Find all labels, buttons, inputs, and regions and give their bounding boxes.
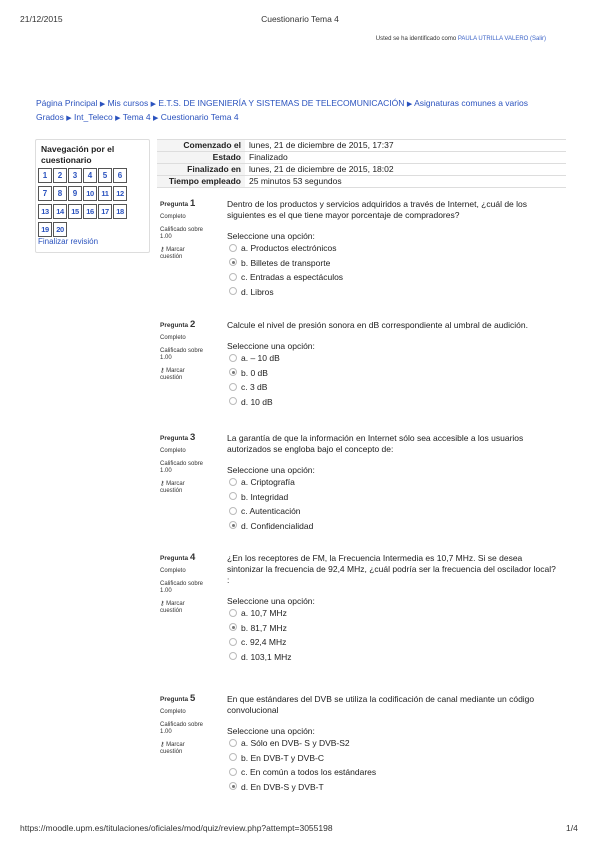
print-page-number: 1/4 xyxy=(566,823,578,833)
nav-question-button[interactable]: 8 xyxy=(53,186,67,201)
radio-icon[interactable] xyxy=(229,652,237,660)
radio-icon[interactable] xyxy=(229,273,237,281)
answer-option-label: d. Confidencialidad xyxy=(241,520,314,531)
breadcrumb-my-courses[interactable]: Mis cursos xyxy=(107,98,149,108)
question-number: Pregunta 2 xyxy=(160,319,196,330)
breadcrumb-separator-icon: ▶ xyxy=(115,115,121,122)
breadcrumb-quiz[interactable]: Cuestionario Tema 4 xyxy=(160,112,239,122)
flag-icon: ⚷ xyxy=(160,481,165,487)
breadcrumb-separator-icon: ▶ xyxy=(406,101,413,108)
answer-option[interactable] xyxy=(229,381,267,393)
answer-option-label: d. 10 dB xyxy=(241,396,273,407)
answer-option[interactable] xyxy=(229,396,273,408)
radio-icon[interactable] xyxy=(229,258,237,266)
login-prefix: Usted se ha identificado como xyxy=(375,36,457,42)
answer-prompt: Seleccione una opción: xyxy=(227,465,315,475)
question-grade: Calificado sobre 1.00 xyxy=(160,461,204,474)
answer-option-label: b. 81,7 MHz xyxy=(241,622,287,633)
breadcrumb-category[interactable]: Asignaturas comunes a varios Grados xyxy=(36,98,528,122)
answer-option[interactable] xyxy=(229,352,280,364)
radio-icon[interactable] xyxy=(229,609,237,617)
question-text: Calcule el nivel de presión sonora en dB correspondiente al umbral de audición. xyxy=(227,320,528,330)
logout-link[interactable]: (Salir) xyxy=(530,36,546,42)
question-state: Completo xyxy=(160,448,186,454)
finish-review-link[interactable]: Finalizar revisión xyxy=(38,237,99,246)
answer-option[interactable] xyxy=(229,476,295,488)
breadcrumb-course[interactable]: Int_Teleco xyxy=(74,112,113,122)
answer-option[interactable] xyxy=(229,607,287,619)
radio-icon[interactable] xyxy=(229,623,237,631)
nav-question-button[interactable]: 5 xyxy=(98,168,112,183)
radio-icon[interactable] xyxy=(229,739,237,747)
answer-option-label: d. 103,1 MHz xyxy=(241,651,292,662)
flag-question-toggle[interactable]: ⚷ Marcar cuestión xyxy=(160,742,185,755)
question-grade: Calificado sobre 1.00 xyxy=(160,227,204,240)
answer-prompt: Seleccione una opción: xyxy=(227,231,315,241)
answer-option[interactable] xyxy=(229,636,286,648)
summary-row: Finalizado en lunes, 21 de diciembre de 2015, 18:02 xyxy=(157,164,566,176)
flag-question-toggle[interactable]: ⚷ Marcar cuestión xyxy=(160,368,185,381)
radio-icon[interactable] xyxy=(229,782,237,790)
nav-question-button[interactable]: 11 xyxy=(98,186,112,201)
nav-question-button[interactable]: 4 xyxy=(83,168,97,183)
question-info xyxy=(160,434,222,495)
answer-option-label: c. 92,4 MHz xyxy=(241,637,287,647)
answer-option[interactable] xyxy=(229,651,292,663)
flag-icon: ⚷ xyxy=(160,742,165,748)
question-grade: Calificado sobre 1.00 xyxy=(160,348,204,361)
nav-question-button[interactable]: 15 xyxy=(68,204,82,219)
answer-option[interactable] xyxy=(229,622,287,634)
answer-option-label: d. En DVB-S y DVB-T xyxy=(241,781,324,792)
print-url: https://moodle.upm.es/titulaciones/oficiales/mod/quiz/review.php?attempt=3055198 xyxy=(20,823,333,833)
print-title: Cuestionario Tema 4 xyxy=(261,14,339,24)
question-number: Pregunta 5 xyxy=(160,693,196,704)
question-state: Completo xyxy=(160,709,186,715)
question-state: Completo xyxy=(160,335,186,341)
answer-prompt: Seleccione una opción: xyxy=(227,341,315,351)
print-date: 21/12/2015 xyxy=(20,14,63,24)
radio-icon[interactable] xyxy=(229,507,237,515)
answer-option-label: a. 10,7 MHz xyxy=(241,608,287,618)
question-number: Pregunta 1 xyxy=(160,198,196,209)
answer-option-label: a. Criptografía xyxy=(241,477,295,487)
flag-icon: ⚷ xyxy=(160,368,165,374)
answer-option[interactable] xyxy=(229,242,336,254)
answer-option-label: b. En DVB-T y DVB-C xyxy=(241,752,324,763)
nav-question-button[interactable]: 14 xyxy=(53,204,67,219)
question-number: Pregunta 4 xyxy=(160,552,196,563)
radio-icon[interactable] xyxy=(229,753,237,761)
nav-question-button[interactable]: 18 xyxy=(113,204,127,219)
answer-option[interactable] xyxy=(229,491,288,503)
radio-icon[interactable] xyxy=(229,383,237,391)
nav-question-button[interactable]: 10 xyxy=(83,186,97,201)
answer-prompt: Seleccione una opción: xyxy=(227,596,315,606)
nav-question-button[interactable]: 3 xyxy=(68,168,82,183)
answer-option[interactable] xyxy=(229,286,274,298)
question-number: Pregunta 3 xyxy=(160,432,196,443)
question-state: Completo xyxy=(160,214,186,220)
answer-option-label: a. Sólo en DVB- S y DVB-S2 xyxy=(241,738,350,748)
answer-option-label: c. Entradas a espectáculos xyxy=(241,272,344,282)
nav-question-button[interactable]: 7 xyxy=(38,186,52,201)
breadcrumb-separator-icon: ▶ xyxy=(153,115,159,122)
breadcrumb-topic[interactable]: Tema 4 xyxy=(122,112,151,122)
answer-option-label: b. Billetes de transporte xyxy=(241,257,331,268)
nav-question-button[interactable]: 19 xyxy=(38,222,52,237)
answer-option[interactable] xyxy=(229,752,324,764)
nav-question-button[interactable]: 13 xyxy=(38,204,52,219)
question-text: En que estándares del DVB se utiliza la codificación de canal mediante un código convolucional xyxy=(227,694,535,715)
nav-question-button[interactable]: 16 xyxy=(83,204,97,219)
breadcrumb xyxy=(36,97,556,125)
answer-option[interactable] xyxy=(229,781,324,793)
question-state: Completo xyxy=(160,568,186,574)
question-info xyxy=(160,321,222,382)
summary-row: Comenzado el lunes, 21 de diciembre de 2015, 17:37 xyxy=(157,140,566,152)
quiz-navigation xyxy=(35,139,150,253)
summary-row: Estado Finalizado xyxy=(157,152,566,164)
summary-row: Tiempo empleado 25 minutos 53 segundos xyxy=(157,176,566,188)
breadcrumb-home[interactable]: Página Principal xyxy=(36,98,98,108)
radio-icon[interactable] xyxy=(229,397,237,405)
breadcrumb-separator-icon: ▶ xyxy=(66,115,72,122)
answer-option-label: b. 0 dB xyxy=(241,367,268,378)
question-grade: Calificado sobre 1.00 xyxy=(160,581,204,594)
question-info xyxy=(160,695,222,756)
radio-icon[interactable] xyxy=(229,244,237,252)
breadcrumb-school[interactable]: E.T.S. DE INGENIERÍA Y SISTEMAS DE TELECOMUNICACIÓN xyxy=(158,98,405,108)
question-text: Dentro de los productos y servicios adquiridos a través de Internet, ¿cuál de los siguientes es el que tiene mayor porcentaje de compradores? xyxy=(227,199,528,220)
answer-option-label: b. Integridad xyxy=(241,491,289,502)
attempt-summary xyxy=(157,139,566,188)
answer-option-label: c. Autenticación xyxy=(241,506,301,516)
answer-prompt: Seleccione una opción: xyxy=(227,726,315,736)
radio-icon[interactable] xyxy=(229,368,237,376)
quiz-navigation-title: Navegación por el cuestionario xyxy=(41,144,115,165)
answer-option-label: d. Libros xyxy=(241,286,274,297)
user-link[interactable]: PAULA UTRILLA VALERO xyxy=(457,36,529,42)
breadcrumb-separator-icon: ▶ xyxy=(150,101,156,108)
answer-option[interactable] xyxy=(229,737,350,749)
answer-option[interactable] xyxy=(229,520,313,532)
breadcrumb-separator-icon: ▶ xyxy=(99,101,106,108)
answer-option[interactable] xyxy=(229,271,343,283)
flag-question-toggle[interactable]: ⚷ Marcar cuestión xyxy=(160,481,185,494)
nav-question-button[interactable]: 1 xyxy=(38,168,52,183)
nav-question-button[interactable]: 2 xyxy=(53,168,67,183)
question-info xyxy=(160,200,222,261)
flag-question-toggle[interactable]: ⚷ Marcar cuestión xyxy=(160,247,185,260)
nav-question-button[interactable]: 17 xyxy=(98,204,112,219)
nav-question-button[interactable]: 12 xyxy=(113,186,127,201)
radio-icon[interactable] xyxy=(229,521,237,529)
nav-question-button[interactable]: 9 xyxy=(68,186,82,201)
login-info xyxy=(376,36,546,42)
radio-icon[interactable] xyxy=(229,492,237,500)
radio-icon[interactable] xyxy=(229,287,237,295)
flag-icon: ⚷ xyxy=(160,601,165,607)
answer-option[interactable] xyxy=(229,766,376,778)
radio-icon[interactable] xyxy=(229,768,237,776)
answer-option-label: a. Productos electrónicos xyxy=(241,243,337,253)
radio-icon[interactable] xyxy=(229,638,237,646)
radio-icon[interactable] xyxy=(229,478,237,486)
question-text: ¿En los receptores de FM, la Frecuencia Intermedia es 10,7 MHz. Si se desea sintonizar la frecuencia de 92,4 MHz, ¿cuál podría ser la frecuencia del oscilador local? : xyxy=(227,553,556,585)
flag-question-toggle[interactable]: ⚷ Marcar cuestión xyxy=(160,601,185,614)
answer-option-label: a. – 10 dB xyxy=(241,353,280,363)
nav-question-button[interactable]: 20 xyxy=(53,222,67,237)
answer-option[interactable] xyxy=(229,505,301,517)
nav-question-button[interactable]: 6 xyxy=(113,168,127,183)
flag-icon: ⚷ xyxy=(160,247,165,253)
answer-option-label: c. 3 dB xyxy=(241,382,268,392)
answer-option-label: c. En común a todos los estándares xyxy=(241,767,377,777)
radio-icon[interactable] xyxy=(229,354,237,362)
answer-option[interactable] xyxy=(229,367,268,379)
question-text: La garantía de que la información en Internet sólo sea accesible a los usuarios autorizados se engloba bajo el concepto de: xyxy=(227,433,524,454)
question-grade: Calificado sobre 1.00 xyxy=(160,722,204,735)
answer-option[interactable] xyxy=(229,257,330,269)
question-info xyxy=(160,554,222,615)
